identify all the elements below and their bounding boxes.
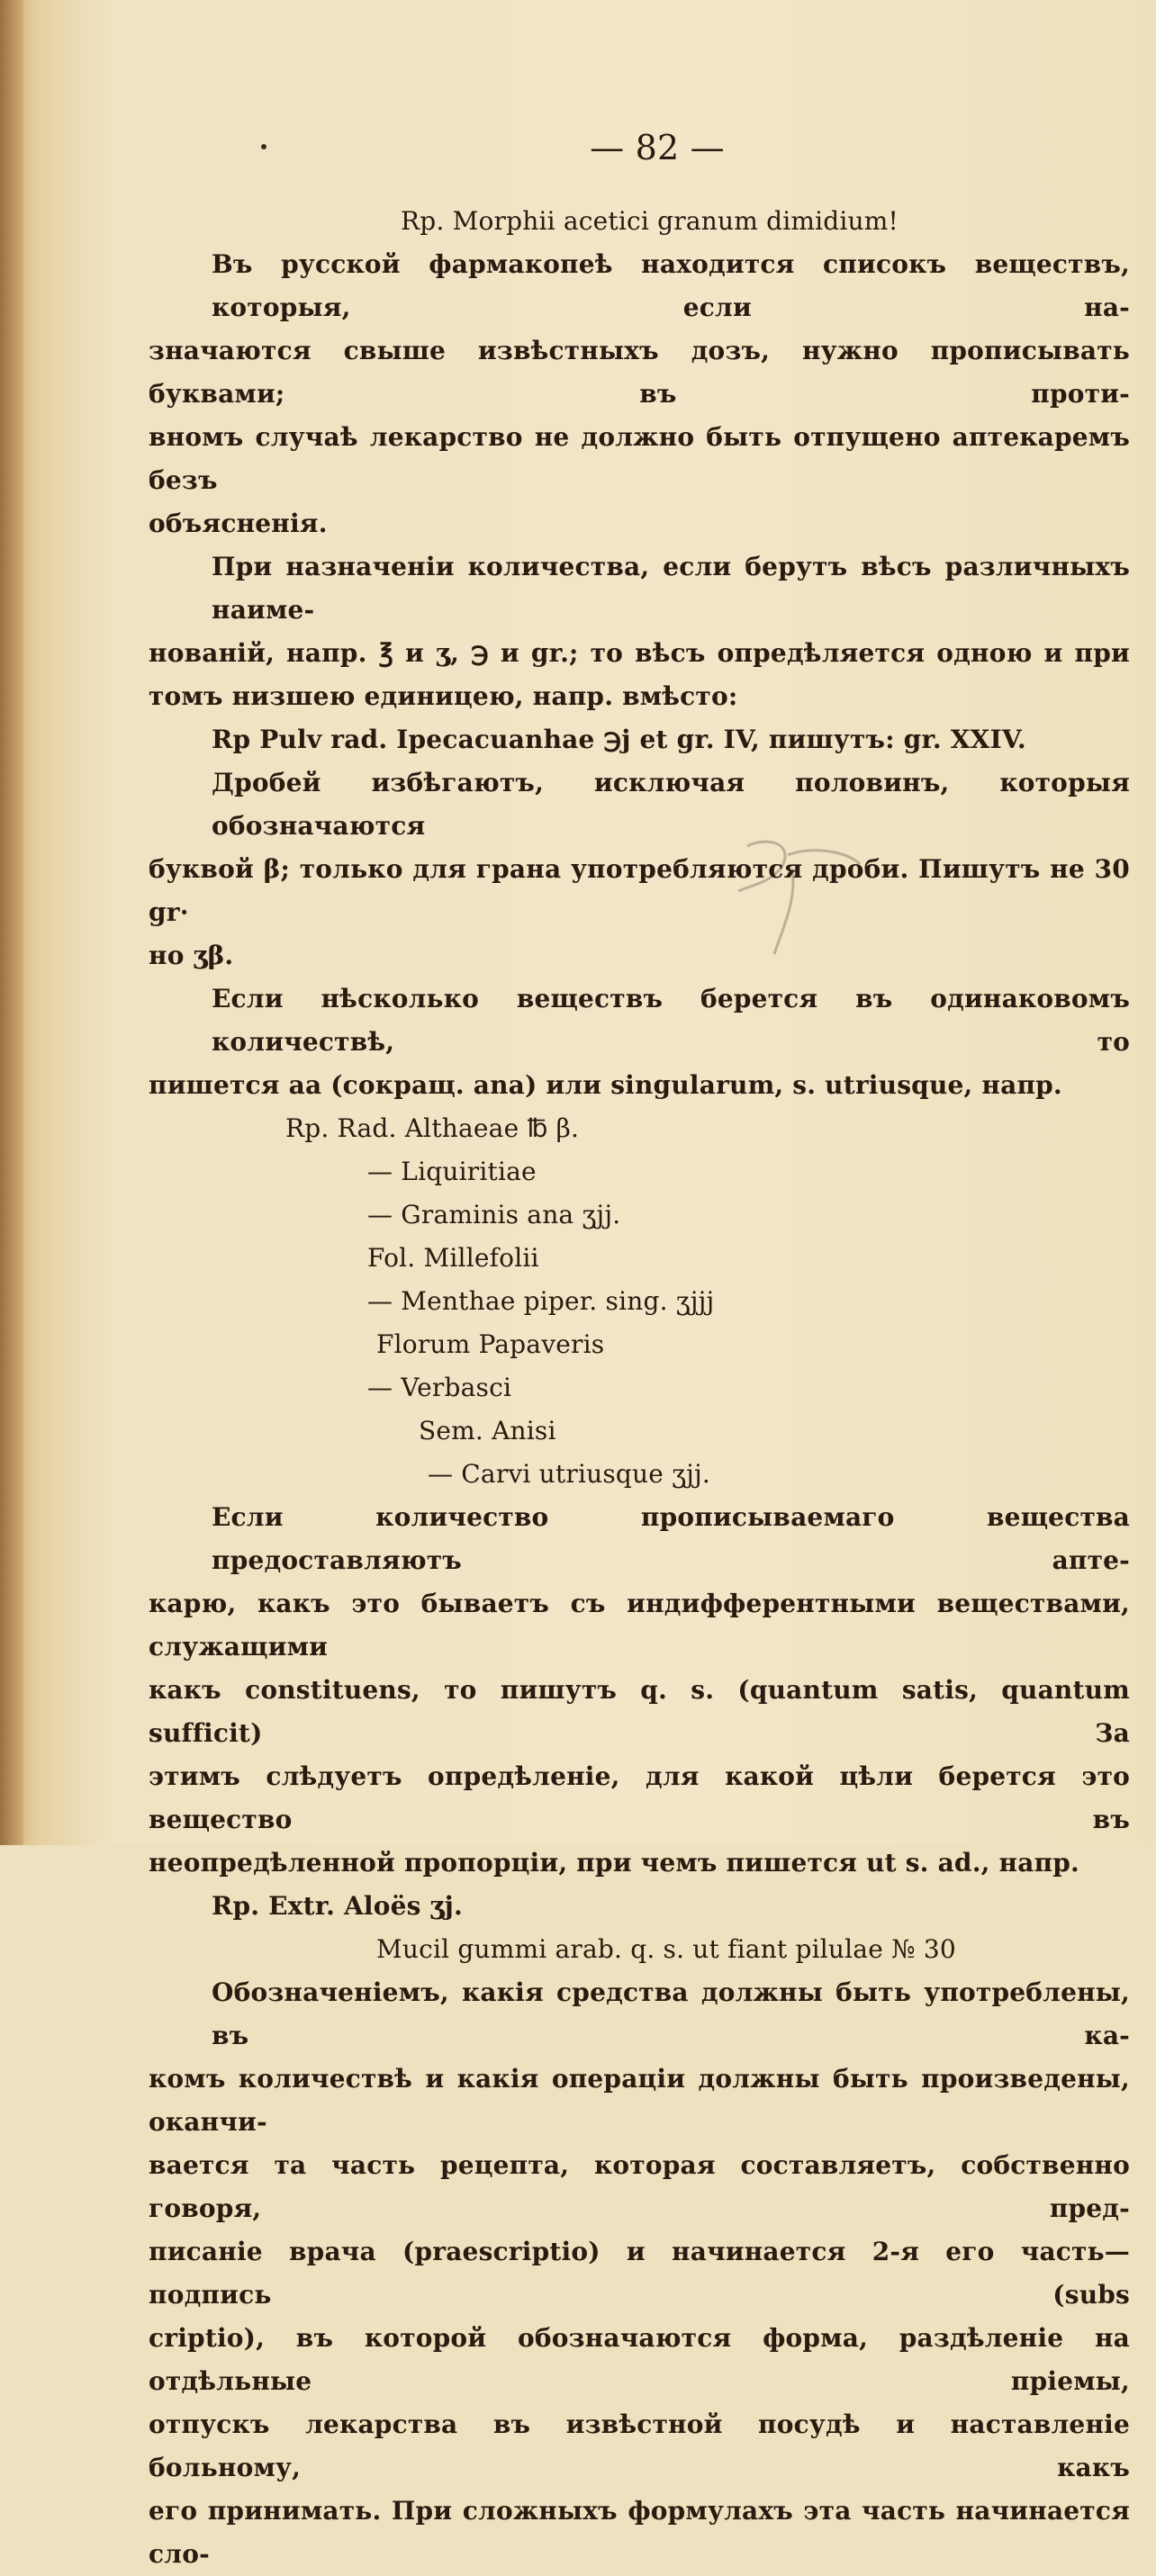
text-line: томъ низшею единицею, напр. вмѣсто: <box>149 681 738 711</box>
text-line: Rp. Extr. Aloës ʒj. <box>212 1891 463 1921</box>
text-line: Rp. Rad. Althaeae ℔ β. <box>285 1113 580 1143</box>
text-line: Mucil gummi arab. q. s. ut fiant pilulae № 30 <box>376 1934 956 1964</box>
text-line: отпускъ лекарства въ извѣстной посудѣ и наставленіе больному, какъ <box>149 2409 1130 2482</box>
text-line: Въ русской фармакопеѣ находится списокъ веществъ, которыя, если на- <box>212 249 1130 322</box>
text-line: вается та часть рецепта, которая составляетъ, собственно говоря, пред- <box>149 2150 1130 2223</box>
text-line: — Graminis ana ʒjj. <box>367 1200 621 1229</box>
text-line: Если нѣсколько веществъ берется въ одинаковомъ количествѣ, то <box>212 984 1130 1057</box>
text-line: комъ количествѣ и какія операціи должны быть произведены, оканчи- <box>149 2064 1130 2137</box>
text-line: неопредѣленной пропорціи, при чемъ пишется ut s. ad., напр. <box>149 1848 1080 1878</box>
text-line: — Menthae piper. sing. ʒjjj <box>367 1286 715 1316</box>
text-line: — Liquiritiae <box>367 1157 537 1186</box>
text-line: значаются свыше извѣстныхъ дозъ, нужно прописывать буквами; въ проти- <box>149 336 1130 409</box>
text-line: При назначеніи количества, если берутъ вѣсъ различныхъ наиме- <box>212 552 1130 625</box>
text-line: — Verbasci <box>367 1373 512 1402</box>
text-line: Дробей избѣгаютъ, исключая половинъ, которыя обозначаются <box>212 768 1130 841</box>
text-line: Rp Pulv rad. Ipecacuanhae ℈j et gr. IV, пишутъ: gr. XXIV. <box>212 725 1026 754</box>
text-line: нованій, напр. ℥ и ʒ, ℈ и gr.; то вѣсъ опредѣляется одною и при <box>149 638 1130 668</box>
text-line: какъ constituens, то пишутъ q. s. (quantum satis, quantum sufficit) За <box>149 1675 1130 1748</box>
text-line: но ʒβ. <box>149 941 234 970</box>
text-line: Rp. Morphii acetici granum dimidium! <box>401 206 899 236</box>
page-binding-edge <box>0 0 23 1845</box>
text-line: Fol. Millefolii <box>367 1243 539 1273</box>
page-text <box>149 126 1130 2576</box>
text-line: карю, какъ это бываетъ съ индифферентными веществами, служащими <box>149 1589 1130 1662</box>
text-line: Florum Papaveris <box>376 1329 605 1359</box>
text-line: вномъ случаѣ лекарство не должно быть отпущено аптекаремъ безъ <box>149 422 1130 495</box>
text-line: буквой β; только для грана употребляются дроби. Пишутъ не 30 gr· <box>149 854 1130 927</box>
text-line: его принимать. При сложныхъ формулахъ эта часть начинается сло- <box>149 2496 1130 2569</box>
text-line: Sem. Anisi <box>419 1416 556 1446</box>
text-lines <box>149 200 1130 2576</box>
text-line: объясненія. <box>149 509 328 538</box>
text-line: criptio), въ которой обозначаются форма, раздѣленіе на отдѣльные пріемы, <box>149 2323 1130 2396</box>
text-line: Если количество прописываемаго вещества предоставляютъ апте- <box>212 1502 1130 1575</box>
text-line: Обозначеніемъ, какія средства должны быть употреблены, въ ка- <box>212 1977 1130 2050</box>
page-number: — 82 — <box>590 128 725 167</box>
text-line: пишется аа (сокращ. ana) или singularum, s. utriusque, напр. <box>149 1070 1062 1100</box>
text-line: этимъ слѣдуетъ опредѣленіе, для какой цѣли берется это вещество въ <box>149 1761 1130 1834</box>
text-line: — Carvi utriusque ʒjj. <box>428 1459 710 1489</box>
text-line: писаніе врача (praescriptio) и начинается 2-я его часть—подпись (subs <box>149 2237 1130 2310</box>
